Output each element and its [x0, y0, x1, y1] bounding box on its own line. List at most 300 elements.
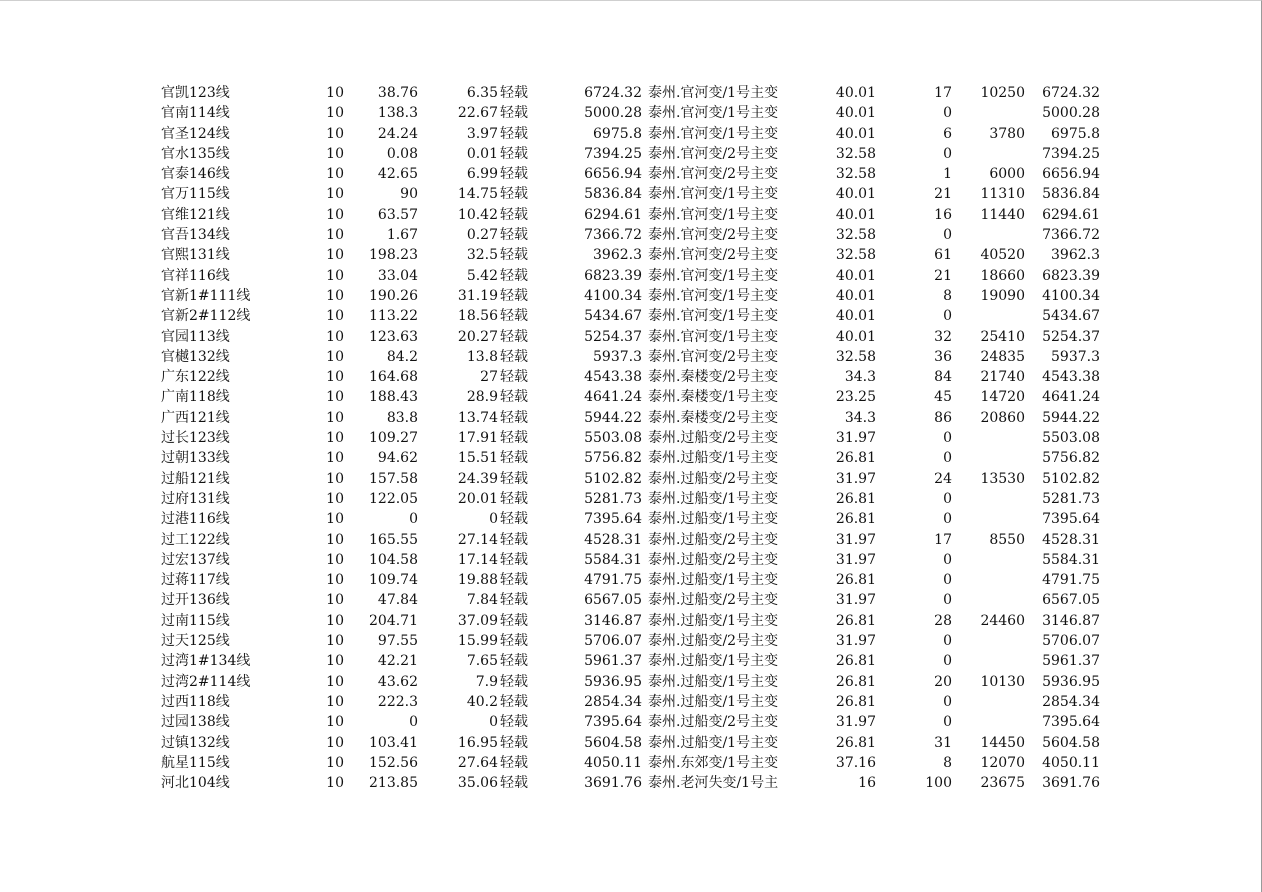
transformer-capacity-cell: 26.81	[835, 572, 876, 589]
table-row	[0, 327, 1262, 347]
transformer-capacity-cell: 40.01	[835, 328, 876, 345]
user-count-cell: 21	[934, 186, 952, 203]
load-rate-cell: 16.95	[457, 734, 498, 751]
voltage-cell: 10	[326, 450, 344, 467]
current-cell: 0	[409, 714, 418, 731]
table-row	[0, 205, 1262, 225]
line-name-cell: 过宏137线	[161, 551, 230, 568]
transformer-capacity-cell: 40.01	[835, 287, 876, 304]
user-capacity-cell: 20860	[980, 409, 1025, 426]
load-rate-cell: 5.42	[466, 267, 498, 284]
current-cell: 43.62	[377, 673, 418, 690]
table-row	[0, 570, 1262, 590]
voltage-cell: 10	[326, 754, 344, 771]
line-name-cell: 过天125线	[161, 633, 230, 650]
line-name-cell: 官祥116线	[161, 267, 230, 284]
user-count-cell: 0	[943, 572, 952, 589]
current-cell: 113.22	[369, 308, 418, 325]
load-status-cell: 轻载	[500, 450, 528, 467]
load-rate-cell: 28.9	[466, 389, 498, 406]
load-status-cell: 轻载	[500, 490, 528, 507]
transformer-capacity-cell: 23.25	[835, 389, 876, 406]
user-count-cell: 0	[943, 511, 952, 528]
available-capacity-cell: 3691.76	[1042, 775, 1100, 792]
load-status-cell: 轻载	[500, 693, 528, 710]
transformer-capacity-cell: 31.97	[835, 531, 876, 548]
substation-cell: 泰州.官河变/1号主变	[648, 287, 779, 304]
table-row	[0, 144, 1262, 164]
available-capacity-cell: 5604.58	[1042, 734, 1100, 751]
current-cell: 0	[409, 511, 418, 528]
load-rate-cell: 37.09	[457, 612, 498, 629]
table-row	[0, 773, 1262, 793]
available-capacity-cell: 6975.8	[1051, 125, 1100, 142]
current-cell: 38.76	[377, 85, 418, 101]
user-capacity-cell: 25410	[980, 328, 1025, 345]
capacity-cell: 4791.75	[584, 572, 642, 589]
line-name-cell: 过朝133线	[161, 450, 230, 467]
user-count-cell: 36	[934, 348, 952, 365]
line-name-cell: 过园138线	[161, 714, 230, 731]
substation-cell: 泰州.官河变/2号主变	[648, 145, 779, 162]
voltage-cell: 10	[326, 247, 344, 264]
load-status-cell: 轻载	[500, 551, 528, 568]
current-cell: 198.23	[369, 247, 418, 264]
voltage-cell: 10	[326, 511, 344, 528]
transformer-capacity-cell: 26.81	[835, 734, 876, 751]
load-rate-cell: 35.06	[457, 775, 498, 792]
capacity-cell: 5944.22	[584, 409, 642, 426]
available-capacity-cell: 3962.3	[1051, 247, 1100, 264]
transformer-capacity-cell: 32.58	[835, 166, 876, 183]
voltage-cell: 10	[326, 227, 344, 244]
line-name-cell: 过镇132线	[161, 734, 230, 751]
user-count-cell: 0	[943, 145, 952, 162]
user-count-cell: 8	[943, 754, 952, 771]
table-row	[0, 367, 1262, 387]
current-cell: 94.62	[377, 450, 418, 467]
user-count-cell: 20	[934, 673, 952, 690]
voltage-cell: 10	[326, 673, 344, 690]
user-count-cell: 100	[925, 775, 952, 792]
load-rate-cell: 6.35	[466, 85, 498, 101]
line-name-cell: 官新2#112线	[161, 308, 251, 325]
load-rate-cell: 13.8	[466, 348, 498, 365]
current-cell: 138.3	[377, 105, 418, 122]
line-name-cell: 官吾134线	[161, 227, 230, 244]
transformer-capacity-cell: 31.97	[835, 714, 876, 731]
transformer-capacity-cell: 31.97	[835, 470, 876, 487]
capacity-cell: 7395.64	[584, 714, 642, 731]
user-capacity-cell: 6000	[989, 166, 1025, 183]
available-capacity-cell: 5706.07	[1042, 633, 1100, 650]
line-name-cell: 官南114线	[161, 105, 230, 122]
available-capacity-cell: 2854.34	[1042, 693, 1100, 710]
user-count-cell: 84	[934, 369, 952, 386]
user-count-cell: 0	[943, 430, 952, 447]
line-name-cell: 官水135线	[161, 145, 230, 162]
line-name-cell: 官熙131线	[161, 247, 230, 264]
substation-cell: 泰州.过船变/2号主变	[648, 470, 779, 487]
current-cell: 42.21	[377, 653, 418, 670]
available-capacity-cell: 7366.72	[1042, 227, 1100, 244]
current-cell: 42.65	[377, 166, 418, 183]
load-rate-cell: 15.99	[457, 633, 498, 650]
substation-cell: 泰州.秦楼变/1号主变	[648, 389, 779, 406]
user-capacity-cell: 18660	[980, 267, 1025, 284]
current-cell: 188.43	[369, 389, 418, 406]
transformer-capacity-cell: 26.81	[835, 612, 876, 629]
capacity-cell: 4641.24	[584, 389, 642, 406]
voltage-cell: 10	[326, 166, 344, 183]
substation-cell: 泰州.过船变/1号主变	[648, 653, 779, 670]
voltage-cell: 10	[326, 85, 344, 101]
table-row	[0, 590, 1262, 610]
load-status-cell: 轻载	[500, 247, 528, 264]
line-name-cell: 广南118线	[161, 389, 230, 406]
load-status-cell: 轻载	[500, 633, 528, 650]
voltage-cell: 10	[326, 470, 344, 487]
current-cell: 164.68	[369, 369, 418, 386]
load-rate-cell: 22.67	[457, 105, 498, 122]
load-rate-cell: 0	[489, 511, 498, 528]
capacity-cell: 5604.58	[584, 734, 642, 751]
load-rate-cell: 20.01	[457, 490, 498, 507]
user-count-cell: 31	[934, 734, 952, 751]
capacity-cell: 5000.28	[584, 105, 642, 122]
transformer-capacity-cell: 31.97	[835, 551, 876, 568]
load-rate-cell: 0	[489, 714, 498, 731]
current-cell: 109.74	[369, 572, 418, 589]
transformer-capacity-cell: 16	[858, 775, 876, 792]
voltage-cell: 10	[326, 105, 344, 122]
data-table	[0, 83, 1262, 793]
load-status-cell: 轻载	[500, 734, 528, 751]
transformer-capacity-cell: 40.01	[835, 308, 876, 325]
user-count-cell: 0	[943, 227, 952, 244]
table-row	[0, 103, 1262, 123]
table-row	[0, 306, 1262, 326]
transformer-capacity-cell: 26.81	[835, 490, 876, 507]
user-capacity-cell: 11440	[980, 206, 1025, 223]
transformer-capacity-cell: 31.97	[835, 592, 876, 609]
table-row	[0, 225, 1262, 245]
current-cell: 122.05	[369, 490, 418, 507]
user-capacity-cell: 11310	[980, 186, 1025, 203]
load-status-cell: 轻载	[500, 227, 528, 244]
table-row	[0, 266, 1262, 286]
table-row	[0, 692, 1262, 712]
voltage-cell: 10	[326, 369, 344, 386]
available-capacity-cell: 7394.25	[1042, 145, 1100, 162]
line-name-cell: 过港116线	[161, 511, 230, 528]
load-status-cell: 轻载	[500, 653, 528, 670]
substation-cell: 泰州.官河变/1号主变	[648, 308, 779, 325]
current-cell: 1.67	[386, 227, 418, 244]
table-row	[0, 83, 1262, 103]
capacity-cell: 6656.94	[584, 166, 642, 183]
user-count-cell: 8	[943, 287, 952, 304]
load-status-cell: 轻载	[500, 166, 528, 183]
current-cell: 63.57	[377, 206, 418, 223]
table-row	[0, 631, 1262, 651]
voltage-cell: 10	[326, 186, 344, 203]
voltage-cell: 10	[326, 308, 344, 325]
current-cell: 109.27	[369, 430, 418, 447]
voltage-cell: 10	[326, 287, 344, 304]
voltage-cell: 10	[326, 389, 344, 406]
transformer-capacity-cell: 32.58	[835, 227, 876, 244]
capacity-cell: 5503.08	[584, 430, 642, 447]
voltage-cell: 10	[326, 633, 344, 650]
load-status-cell: 轻载	[500, 470, 528, 487]
voltage-cell: 10	[326, 734, 344, 751]
line-name-cell: 过船121线	[161, 470, 230, 487]
capacity-cell: 4100.34	[584, 287, 642, 304]
current-cell: 83.8	[386, 409, 418, 426]
capacity-cell: 4050.11	[584, 754, 642, 771]
line-name-cell: 官维121线	[161, 206, 230, 223]
load-rate-cell: 3.97	[466, 125, 498, 142]
current-cell: 24.24	[377, 125, 418, 142]
capacity-cell: 5281.73	[584, 490, 642, 507]
user-capacity-cell: 12070	[980, 754, 1025, 771]
transformer-capacity-cell: 26.81	[835, 693, 876, 710]
table-row	[0, 733, 1262, 753]
user-count-cell: 17	[934, 85, 952, 101]
available-capacity-cell: 6724.32	[1042, 85, 1100, 101]
available-capacity-cell: 5254.37	[1042, 328, 1100, 345]
table-row	[0, 347, 1262, 367]
user-capacity-cell: 21740	[980, 369, 1025, 386]
line-name-cell: 航星115线	[161, 754, 230, 771]
user-capacity-cell: 10130	[980, 673, 1025, 690]
available-capacity-cell: 4050.11	[1042, 754, 1100, 771]
available-capacity-cell: 7395.64	[1042, 714, 1100, 731]
current-cell: 0.08	[386, 145, 418, 162]
table-row	[0, 164, 1262, 184]
current-cell: 213.85	[369, 775, 418, 792]
load-rate-cell: 14.75	[457, 186, 498, 203]
available-capacity-cell: 3146.87	[1042, 612, 1100, 629]
voltage-cell: 10	[326, 125, 344, 142]
user-count-cell: 0	[943, 633, 952, 650]
load-rate-cell: 13.74	[457, 409, 498, 426]
table-row	[0, 124, 1262, 144]
voltage-cell: 10	[326, 328, 344, 345]
available-capacity-cell: 5434.67	[1042, 308, 1100, 325]
substation-cell: 泰州.秦楼变/2号主变	[648, 409, 779, 426]
load-status-cell: 轻载	[500, 511, 528, 528]
capacity-cell: 7395.64	[584, 511, 642, 528]
load-rate-cell: 6.99	[466, 166, 498, 183]
table-row	[0, 286, 1262, 306]
load-rate-cell: 7.84	[466, 592, 498, 609]
load-status-cell: 轻载	[500, 308, 528, 325]
user-capacity-cell: 8550	[989, 531, 1025, 548]
transformer-capacity-cell: 31.97	[835, 633, 876, 650]
load-status-cell: 轻载	[500, 206, 528, 223]
transformer-capacity-cell: 26.81	[835, 511, 876, 528]
substation-cell: 泰州.过船变/1号主变	[648, 511, 779, 528]
voltage-cell: 10	[326, 653, 344, 670]
capacity-cell: 6294.61	[584, 206, 642, 223]
substation-cell: 泰州.过船变/2号主变	[648, 551, 779, 568]
current-cell: 47.84	[377, 592, 418, 609]
line-name-cell: 过西118线	[161, 693, 230, 710]
available-capacity-cell: 5102.82	[1042, 470, 1100, 487]
load-status-cell: 轻载	[500, 430, 528, 447]
available-capacity-cell: 5584.31	[1042, 551, 1100, 568]
load-rate-cell: 32.5	[466, 247, 498, 264]
substation-cell: 泰州.官河变/1号主变	[648, 206, 779, 223]
substation-cell: 泰州.过船变/1号主变	[648, 693, 779, 710]
table-row	[0, 428, 1262, 448]
substation-cell: 泰州.过船变/2号主变	[648, 430, 779, 447]
voltage-cell: 10	[326, 206, 344, 223]
load-status-cell: 轻载	[500, 754, 528, 771]
line-name-cell: 过蒋117线	[161, 572, 230, 589]
substation-cell: 泰州.过船变/1号主变	[648, 572, 779, 589]
line-name-cell: 河北104线	[161, 775, 230, 792]
available-capacity-cell: 6294.61	[1042, 206, 1100, 223]
table-row	[0, 184, 1262, 204]
transformer-capacity-cell: 32.58	[835, 348, 876, 365]
table-row	[0, 387, 1262, 407]
capacity-cell: 5584.31	[584, 551, 642, 568]
current-cell: 123.63	[369, 328, 418, 345]
current-cell: 165.55	[369, 531, 418, 548]
substation-cell: 泰州.过船变/1号主变	[648, 450, 779, 467]
substation-cell: 泰州.过船变/2号主变	[648, 714, 779, 731]
substation-cell: 泰州.过船变/2号主变	[648, 592, 779, 609]
substation-cell: 泰州.官河变/1号主变	[648, 328, 779, 345]
available-capacity-cell: 5281.73	[1042, 490, 1100, 507]
available-capacity-cell: 4641.24	[1042, 389, 1100, 406]
voltage-cell: 10	[326, 348, 344, 365]
substation-cell: 泰州.官河变/1号主变	[648, 186, 779, 203]
load-status-cell: 轻载	[500, 572, 528, 589]
line-name-cell: 官万115线	[161, 186, 230, 203]
table-row	[0, 448, 1262, 468]
line-name-cell: 过长123线	[161, 430, 230, 447]
available-capacity-cell: 5944.22	[1042, 409, 1100, 426]
capacity-cell: 3691.76	[584, 775, 642, 792]
load-status-cell: 轻载	[500, 145, 528, 162]
load-rate-cell: 27.14	[457, 531, 498, 548]
user-count-cell: 17	[934, 531, 952, 548]
current-cell: 104.58	[369, 551, 418, 568]
load-rate-cell: 19.88	[457, 572, 498, 589]
substation-cell: 泰州.过船变/1号主变	[648, 673, 779, 690]
table-row	[0, 672, 1262, 692]
capacity-cell: 7366.72	[584, 227, 642, 244]
available-capacity-cell: 6567.05	[1042, 592, 1100, 609]
load-status-cell: 轻载	[500, 328, 528, 345]
available-capacity-cell: 5961.37	[1042, 653, 1100, 670]
user-capacity-cell: 14720	[980, 389, 1025, 406]
current-cell: 90	[400, 186, 418, 203]
capacity-cell: 2854.34	[584, 693, 642, 710]
table-row	[0, 489, 1262, 509]
user-count-cell: 24	[934, 470, 952, 487]
user-count-cell: 0	[943, 450, 952, 467]
table-row	[0, 245, 1262, 265]
line-name-cell: 过南115线	[161, 612, 230, 629]
capacity-cell: 6823.39	[584, 267, 642, 284]
substation-cell: 泰州.官河变/2号主变	[648, 348, 779, 365]
voltage-cell: 10	[326, 409, 344, 426]
available-capacity-cell: 4528.31	[1042, 531, 1100, 548]
table-row	[0, 550, 1262, 570]
current-cell: 33.04	[377, 267, 418, 284]
line-name-cell: 官园113线	[161, 328, 230, 345]
capacity-cell: 7394.25	[584, 145, 642, 162]
load-status-cell: 轻载	[500, 775, 528, 792]
line-name-cell: 广东122线	[161, 369, 230, 386]
user-capacity-cell: 13530	[980, 470, 1025, 487]
line-name-cell: 过开136线	[161, 592, 230, 609]
user-count-cell: 21	[934, 267, 952, 284]
load-status-cell: 轻载	[500, 531, 528, 548]
available-capacity-cell: 5756.82	[1042, 450, 1100, 467]
voltage-cell: 10	[326, 551, 344, 568]
substation-cell: 泰州.秦楼变/2号主变	[648, 369, 779, 386]
capacity-cell: 5706.07	[584, 633, 642, 650]
current-cell: 152.56	[369, 754, 418, 771]
voltage-cell: 10	[326, 612, 344, 629]
capacity-cell: 5937.3	[593, 348, 642, 365]
line-name-cell: 官泰146线	[161, 166, 230, 183]
substation-cell: 泰州.东郊变/1号主变	[648, 754, 779, 771]
load-status-cell: 轻载	[500, 389, 528, 406]
transformer-capacity-cell: 34.3	[844, 369, 876, 386]
load-rate-cell: 24.39	[457, 470, 498, 487]
substation-cell: 泰州.官河变/1号主变	[648, 267, 779, 284]
user-capacity-cell: 3780	[989, 125, 1025, 142]
transformer-capacity-cell: 26.81	[835, 653, 876, 670]
substation-cell: 泰州.官河变/2号主变	[648, 166, 779, 183]
transformer-capacity-cell: 40.01	[835, 105, 876, 122]
user-count-cell: 45	[934, 389, 952, 406]
line-name-cell: 官凯123线	[161, 85, 230, 101]
capacity-cell: 6567.05	[584, 592, 642, 609]
available-capacity-cell: 7395.64	[1042, 511, 1100, 528]
substation-cell: 泰州.官河变/1号主变	[648, 125, 779, 142]
user-count-cell: 61	[934, 247, 952, 264]
user-count-cell: 0	[943, 693, 952, 710]
voltage-cell: 10	[326, 267, 344, 284]
transformer-capacity-cell: 40.01	[835, 186, 876, 203]
load-status-cell: 轻载	[500, 186, 528, 203]
voltage-cell: 10	[326, 572, 344, 589]
user-count-cell: 1	[943, 166, 952, 183]
load-rate-cell: 17.91	[457, 430, 498, 447]
transformer-capacity-cell: 40.01	[835, 85, 876, 101]
current-cell: 84.2	[386, 348, 418, 365]
user-capacity-cell: 40520	[980, 247, 1025, 264]
transformer-capacity-cell: 34.3	[844, 409, 876, 426]
load-status-cell: 轻载	[500, 105, 528, 122]
capacity-cell: 3962.3	[593, 247, 642, 264]
capacity-cell: 6724.32	[584, 85, 642, 101]
user-count-cell: 16	[934, 206, 952, 223]
substation-cell: 泰州.官河变/2号主变	[648, 227, 779, 244]
load-rate-cell: 27.64	[457, 754, 498, 771]
load-rate-cell: 40.2	[466, 693, 498, 710]
available-capacity-cell: 6823.39	[1042, 267, 1100, 284]
load-status-cell: 轻载	[500, 85, 528, 101]
